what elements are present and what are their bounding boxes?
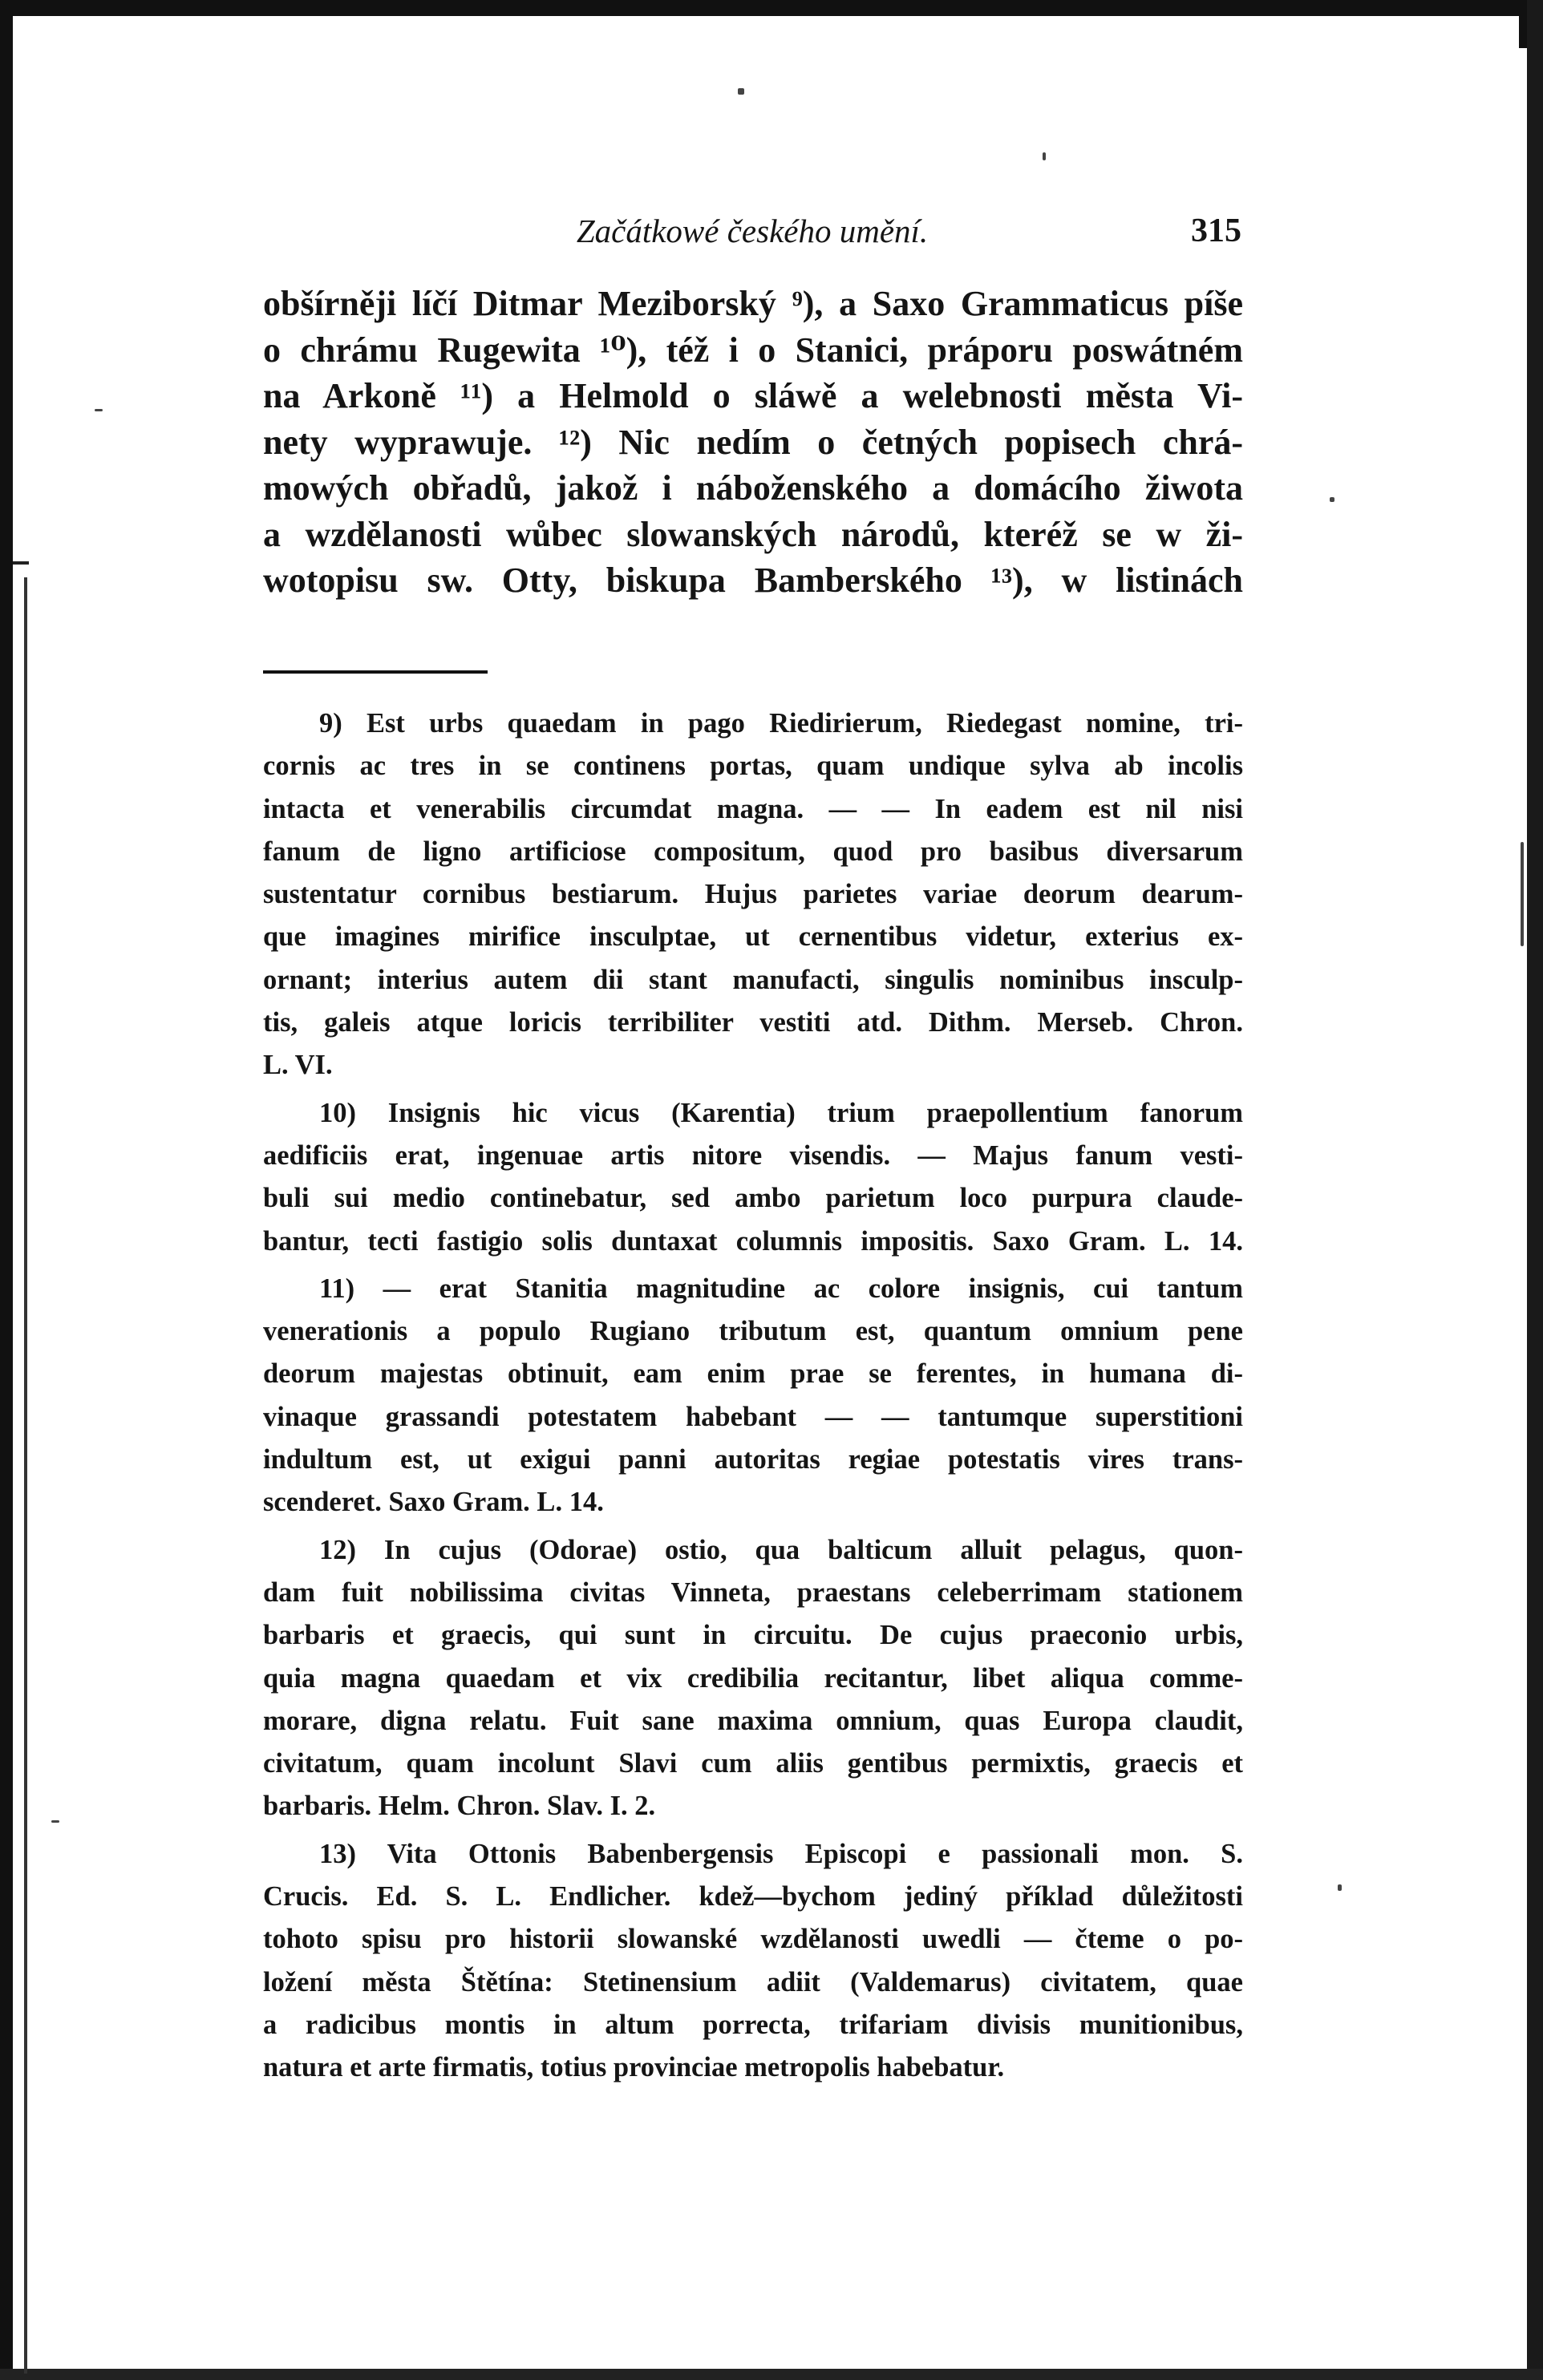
footnote-line: aedificiis erat, ingenuae artis nitore visendis. — Majus fanum vesti- [263, 1139, 1243, 1171]
footnote-line: intacta et venerabilis circumdat magna. — — In eadem est nil nisi [263, 793, 1243, 824]
page-header [263, 207, 1241, 255]
main-text-line: nety wyprawuje. ¹²) Nic nedím o četných popisech chrá- [263, 422, 1243, 462]
main-text-line: na Arkoně ¹¹) a Helmold o sláwě a welebnosti města Vi- [263, 376, 1243, 415]
main-text [263, 281, 1243, 604]
scan-margin-line [24, 577, 27, 2374]
footnote-line: que imagines mirifice insculptae, ut cernentibus videtur, exterius ex- [263, 921, 1243, 953]
main-text-line: wotopisu sw. Otty, biskupa Bamberského ¹³), w listinách [263, 561, 1243, 600]
footnote-12 [263, 1529, 1243, 1828]
footnotes [263, 702, 1243, 2090]
footnote-line: ložení města Štětína: Stetinensium adiit (Valdemarus) civitatem, quae [263, 1966, 1243, 1998]
ink-speck [738, 88, 744, 95]
footnote-line: deorum majestas obtinuit, eam enim prae se ferentes, in humana di- [263, 1358, 1243, 1390]
footnote-line: a radicibus montis in altum porrecta, trifariam divisis munitionibus, [263, 2009, 1243, 2040]
footnote-line: venerationis a populo Rugiano tributum est, quantum omnium pene [263, 1316, 1243, 1347]
footnote-line: dam fuit nobilissima civitas Vinneta, praestans celeberrimam stationem [263, 1577, 1243, 1608]
scan-notch [1519, 0, 1527, 48]
footnote-line: 11) — erat Stanitia magnitudine ac colore insignis, cui tantum [319, 1273, 1243, 1304]
footnote-line: barbaris. Helm. Chron. Slav. I. 2. [263, 1791, 656, 1822]
footnote-13 [263, 1833, 1243, 2090]
scan-edge-bottom [0, 2369, 1543, 2380]
main-text-line: o chrámu Rugewita ¹⁰), též i o Stanici, práporu poswátném [263, 330, 1243, 370]
footnote-line: sustentatur cornibus bestiarum. Hujus parietes variae deorum dearum- [263, 879, 1243, 910]
footnote-line: 10) Insignis hic vicus (Karentia) trium praepollentium fanorum [319, 1097, 1243, 1128]
footnote-line: 9) Est urbs quaedam in pago Riedirierum, Riedegast nomine, tri- [319, 708, 1243, 739]
running-title: Začátkowé českého umění. [576, 212, 929, 249]
footnote-line: scenderet. Saxo Gram. L. 14. [263, 1487, 604, 1518]
scan-mark [13, 561, 29, 565]
footnote-line: 12) In cujus (Odorae) ostio, qua balticum alluit pelagus, quon- [319, 1534, 1243, 1565]
ink-speck [51, 1820, 59, 1823]
footnote-separator [263, 670, 488, 674]
footnote-line: bantur, tecti fastigio solis duntaxat columnis impositis. Saxo Gram. L. 14. [263, 1225, 1243, 1257]
footnote-line: civitatum, quam incolunt Slavi cum aliis gentibus permixtis, graecis et [263, 1748, 1243, 1779]
ink-speck [95, 409, 103, 411]
footnote-line: buli sui medio continebatur, sed ambo parietum loco purpura claude- [263, 1183, 1243, 1214]
ink-speck [1521, 842, 1524, 946]
footnote-line: Crucis. Ed. S. L. Endlicher. kdež—bychom jediný příklad důležitosti [263, 1881, 1243, 1912]
footnote-line: natura et arte firmatis, totius provinciae metropolis habebatur. [263, 2052, 1005, 2083]
footnote-line: morare, digna relatu. Fuit sane maxima omnium, quas Europa claudit, [263, 1705, 1243, 1736]
footnote-line: indultum est, ut exigui panni autoritas regiae potestatis vires trans- [263, 1444, 1243, 1475]
footnote-line: tis, galeis atque loricis terribiliter vestiti atd. Dithm. Merseb. Chron. [263, 1007, 1243, 1038]
footnote-line: L. VI. [263, 1050, 333, 1081]
scan-edge-left [0, 0, 13, 2380]
page-number: 315 [1191, 212, 1241, 249]
main-text-line: obšírněji líčí Ditmar Meziborský ⁹), a Saxo Grammaticus píše [263, 284, 1243, 323]
footnote-9 [263, 702, 1243, 1087]
footnote-line: fanum de ligno artificiose compositum, quod pro basibus diversarum [263, 836, 1243, 867]
main-text-line: mowých obřadů, jakož i náboženského a domácího žiwota [263, 468, 1243, 508]
footnote-10 [263, 1092, 1243, 1263]
footnote-line: vinaque grassandi potestatem habebant — — tantumque superstitioni [263, 1401, 1243, 1432]
footnote-line: quia magna quaedam et vix credibilia recitantur, libet aliqua comme- [263, 1662, 1243, 1694]
scan-edge-right [1527, 0, 1543, 2380]
footnote-line: 13) Vita Ottonis Babenbergensis Episcopi e passionali mon. S. [319, 1838, 1243, 1869]
footnote-11 [263, 1268, 1243, 1524]
main-text-line: a wzdělanosti wůbec slowanských národů, kteréž se w ži- [263, 514, 1243, 554]
ink-speck [1330, 497, 1334, 502]
ink-speck [1043, 152, 1046, 160]
ink-speck [1338, 1884, 1342, 1891]
footnote-line: tohoto spisu pro historii slowanské wzdělanosti uwedli — čteme o po- [263, 1924, 1243, 1955]
footnote-line: barbaris et graecis, qui sunt in circuitu. De cujus praeconio urbis, [263, 1620, 1243, 1651]
footnote-line: ornant; interius autem dii stant manufacti, singulis nominibus insculp- [263, 964, 1243, 995]
scan-edge-top [0, 0, 1543, 16]
footnote-line: cornis ac tres in se continens portas, quam undique sylva ab incolis [263, 751, 1243, 782]
